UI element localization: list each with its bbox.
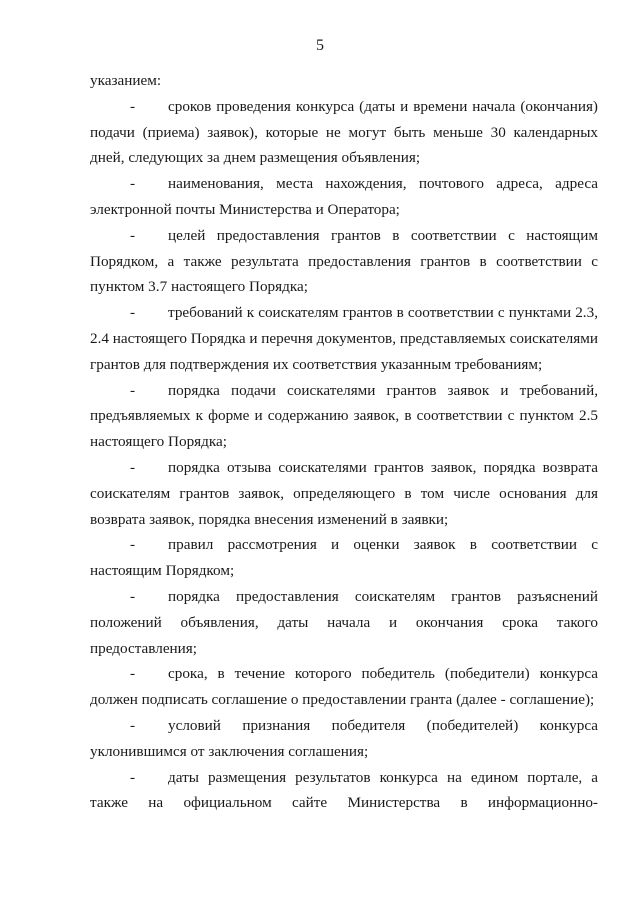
list-marker: - (130, 226, 136, 244)
list-marker: - (130, 768, 136, 786)
list-item (90, 94, 598, 171)
list-item-text: сроков проведения конкурса (даты и времени начала (окончания) подачи (приема) заявок), которые не могут быть меньше 30 календарных дней, следующих за днем размещения объявления; (90, 97, 598, 167)
list-item-text: срока, в течение которого победитель (победители) конкурса должен подписать соглашение о предоставлении гранта (далее - соглашение); (90, 665, 598, 709)
list-item (90, 713, 598, 765)
list-item-text: порядка подачи соискателями грантов заявок и требований, предъявляемых к форме и содержанию заявок, в соответствии с пунктом 2.5 настоящего Порядка; (90, 381, 598, 451)
list-marker: - (130, 536, 136, 554)
list-marker: - (130, 716, 136, 734)
list-item (90, 171, 598, 223)
list-marker: - (130, 587, 136, 605)
list-item (90, 300, 598, 377)
list-marker: - (130, 665, 136, 683)
intro-text: указанием: (90, 72, 162, 89)
page-number: 5 (316, 37, 324, 54)
list-item (90, 223, 598, 300)
list-item (90, 378, 598, 455)
list-item-text: даты размещения результатов конкурса на едином портале, а также на официальном сайте Министерства в информационно- (90, 768, 598, 812)
document-body (90, 68, 598, 816)
list-item (90, 532, 598, 584)
list-item-text: порядка отзыва соискателями грантов заявок, порядка возврата соискателям грантов заявок, определяющего в том числе основания для возврата заявок, порядка внесения изменений в заявки; (90, 458, 598, 528)
list-item-text: целей предоставления грантов в соответствии с настоящим Порядком, а также результата предоставления грантов в соответствии с пунктом 3.7 настоящего Порядка; (90, 226, 598, 296)
list-item (90, 584, 598, 661)
list-item (90, 765, 598, 817)
list-item-text: правил рассмотрения и оценки заявок в соответствии с настоящим Порядком; (90, 536, 598, 580)
list-marker: - (130, 381, 136, 399)
list-item (90, 661, 598, 713)
list-marker: - (130, 458, 136, 476)
list-marker: - (130, 175, 136, 193)
list-item-text: наименования, места нахождения, почтового адреса, адреса электронной почты Министерства и Оператора; (90, 175, 598, 218)
list-item-text: условий признания победителя (победителей) конкурса уклонившимся от заключения соглашения; (90, 716, 598, 760)
list-marker: - (130, 304, 136, 322)
list-item-text: порядка предоставления соискателям грантов разъяснений положений объявления, даты начала и окончания срока такого предоставления; (90, 587, 598, 657)
list-item (90, 455, 598, 532)
list-item-text: требований к соискателям грантов в соответствии с пунктами 2.3, 2.4 настоящего Порядка и перечня документов, представляемых соискателями грантов для подтверждения их соответствия указанным требованиям; (90, 304, 598, 373)
list-marker: - (130, 97, 136, 115)
